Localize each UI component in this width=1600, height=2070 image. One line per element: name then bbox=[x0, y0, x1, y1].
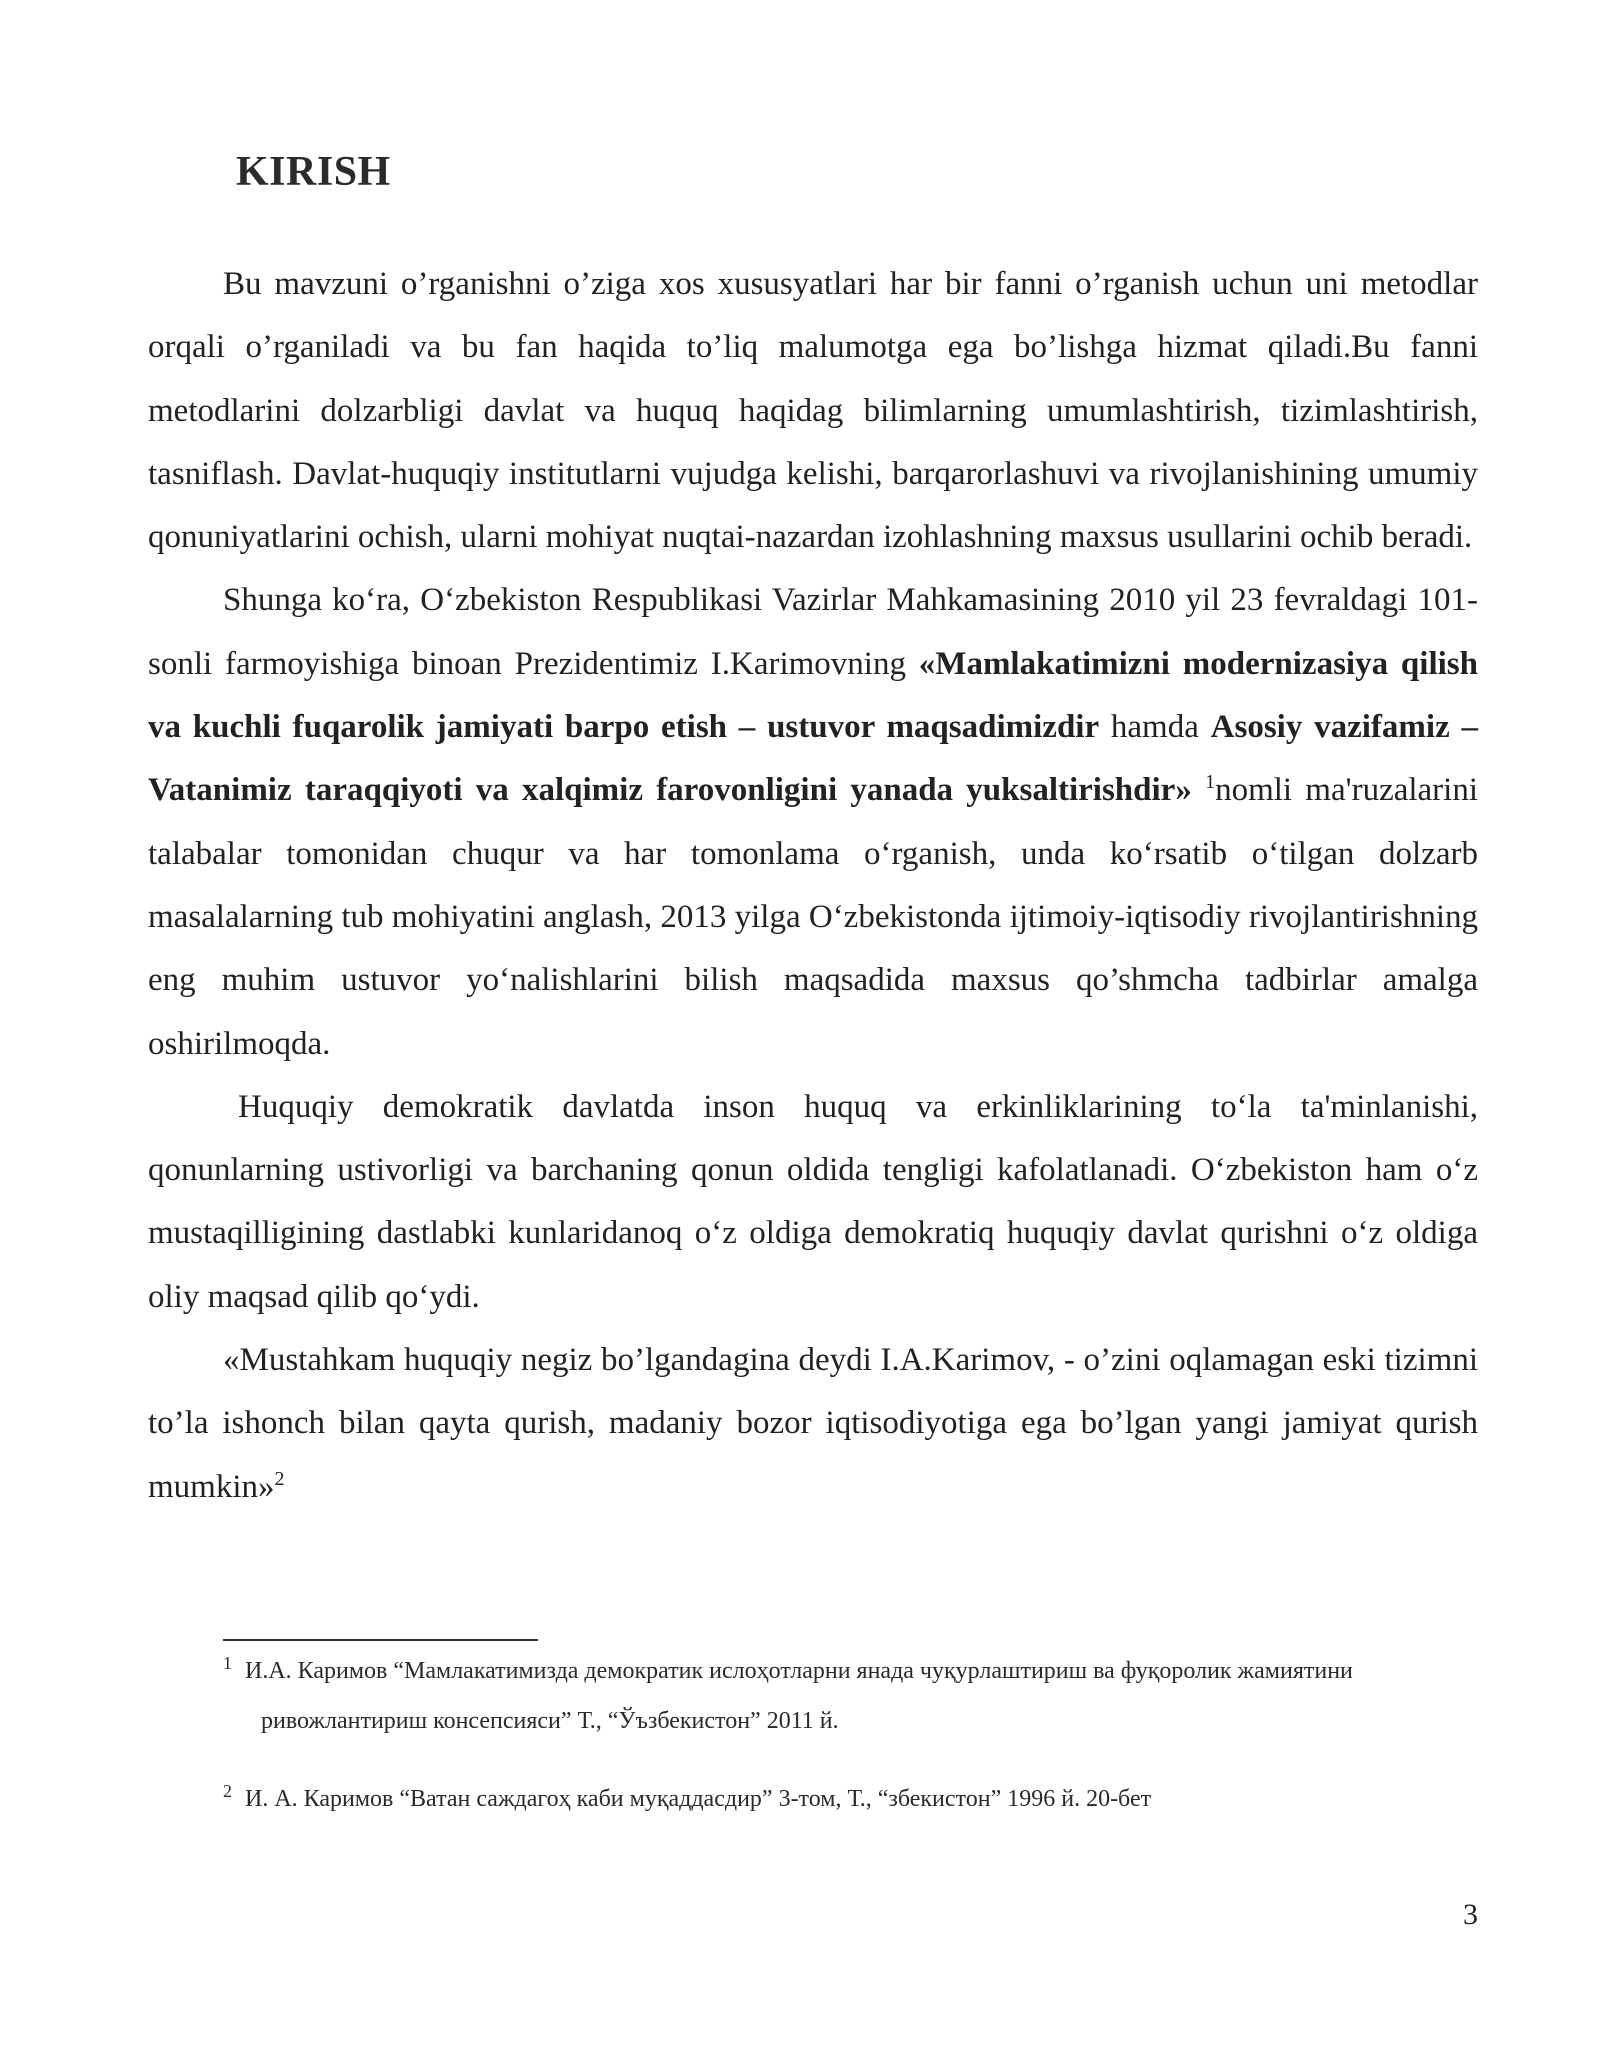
paragraph-2-start: Shunga ko‘ra, O‘zbekiston Respublikasi Vazirlar Mahkamasining 2010 yil 23 fevraldagi 101-sonli farmoyishiga binoan Prezidentimiz I.Karimovning bbox=[148, 582, 1478, 682]
paragraph-2-quote-2: Asosiy vazifamiz – Vatanimiz taraqqiyoti va xalqimiz farovonligini yanada yuksaltirishdir» bbox=[148, 709, 1479, 809]
paragraph-1: Bu mavzuni o’rganishni o’ziga xos xususyatlari har bir fanni o’rganish uchun uni metodlar orqali o’rganiladi va bu fan haqida to’liq malumotga ega bo’lishga hizmat qiladi.Bu fanni metodlarini dolzarbligi davlat va huquq haqidag bilimlarning umumlashtirish, tizimlashtirish, tasniflash. Davlat-huquqiy institutlarni vujudga kelishi, barqarorlashuvi va rivojlanishining umumiy qonuniyatlarini ochish, ularni mohiyat nuqtai-nazardan izohlashning maxsus usullarini ochib beradi. bbox=[148, 266, 1478, 556]
footnote-2-text: И. А. Каримов “Ватан саждагоҳ каби муқаддасдир” 3-том, Т., “збекистон” 1996 й. 20-бет bbox=[245, 1786, 1152, 1812]
footnote-2: 2 И. А. Каримов “Ватан саждагоҳ каби муқаддасдир” 3-том, Т., “збекистон” 1996 й. 20-бет bbox=[223, 1781, 1152, 1812]
paragraph-4-text: «Mustahkam huquqiy negiz bo’lgandagina deydi I.A.Karimov, - o’zini oqlamagan eski tizimni to’la ishonch bilan qayta qurish, madaniy bozor iqtisodiyotiga ega bo’lgan yangi jamiyat qurish mumkin» bbox=[148, 1342, 1478, 1505]
body-text bbox=[148, 253, 1478, 1519]
footnote-ref-2: 2 bbox=[274, 1467, 285, 1490]
paragraph-3: Huquqiy demokratik davlatda inson huquq va erkinliklarining to‘la ta'minlanishi, qonunlarning ustivorligi va barchaning qonun oldida tengligi kafolatlanadi. O‘zbekiston ham o‘z mustaqilligining dastlabki kunlaridanoq o‘z oldiga demokratiq huquqiy davlat qurishni o‘z oldiga oliy maqsad qilib qo‘ydi. bbox=[148, 1088, 1478, 1315]
footnote-separator bbox=[223, 1639, 538, 1641]
page-number: 3 bbox=[1463, 1898, 1478, 1931]
paragraph-4 bbox=[148, 1329, 1478, 1519]
footnote-1-text: И.А. Каримов “Мамлакатимизда демократик ислоҳотларни янада чуқурлаштириш ва фуқоролик жамиятини ривожлантириш консепсияси” Т., “Ўъзбекистон” 2011 й. bbox=[245, 1658, 1353, 1734]
paragraph-2-quote-1: «Mamlakatimizni modernizasiya qilish va kuchli fuqarolik jamiyati barpo etish – ustuvor maqsadimizdir bbox=[148, 645, 1478, 746]
page-title: KIRISH bbox=[236, 149, 391, 195]
paragraph-2-middle: hamda bbox=[1099, 709, 1211, 746]
footnote-ref-1: 1 bbox=[1205, 771, 1216, 794]
paragraph-2 bbox=[148, 569, 1478, 1075]
footnotes bbox=[223, 1646, 1483, 1824]
footnote-1: 1 И.А. Каримов “Мамлакатимизда демократик ислоҳотларни янада чуқурлаштириш ва фуқоролик жамиятини ривожлантириш консепсияси” Т., “Ўъзбекистон” 2011 й. bbox=[223, 1653, 1353, 1734]
paragraph-2-end: nomli ma'ruzalarini talabalar tomonidan chuqur va har tomonlama o‘rganish, unda ko‘rsatib o‘tilgan dolzarb masalalarning tub mohiyatini anglash, 2013 yilga O‘zbekistonda ijtimoiy-iqtisodiy rivojlantirishning eng muhim ustuvor yo‘nalishlarini bilish maqsadida maxsus qo’shmcha tadbirlar amalga oshirilmoqda. bbox=[148, 772, 1478, 1062]
